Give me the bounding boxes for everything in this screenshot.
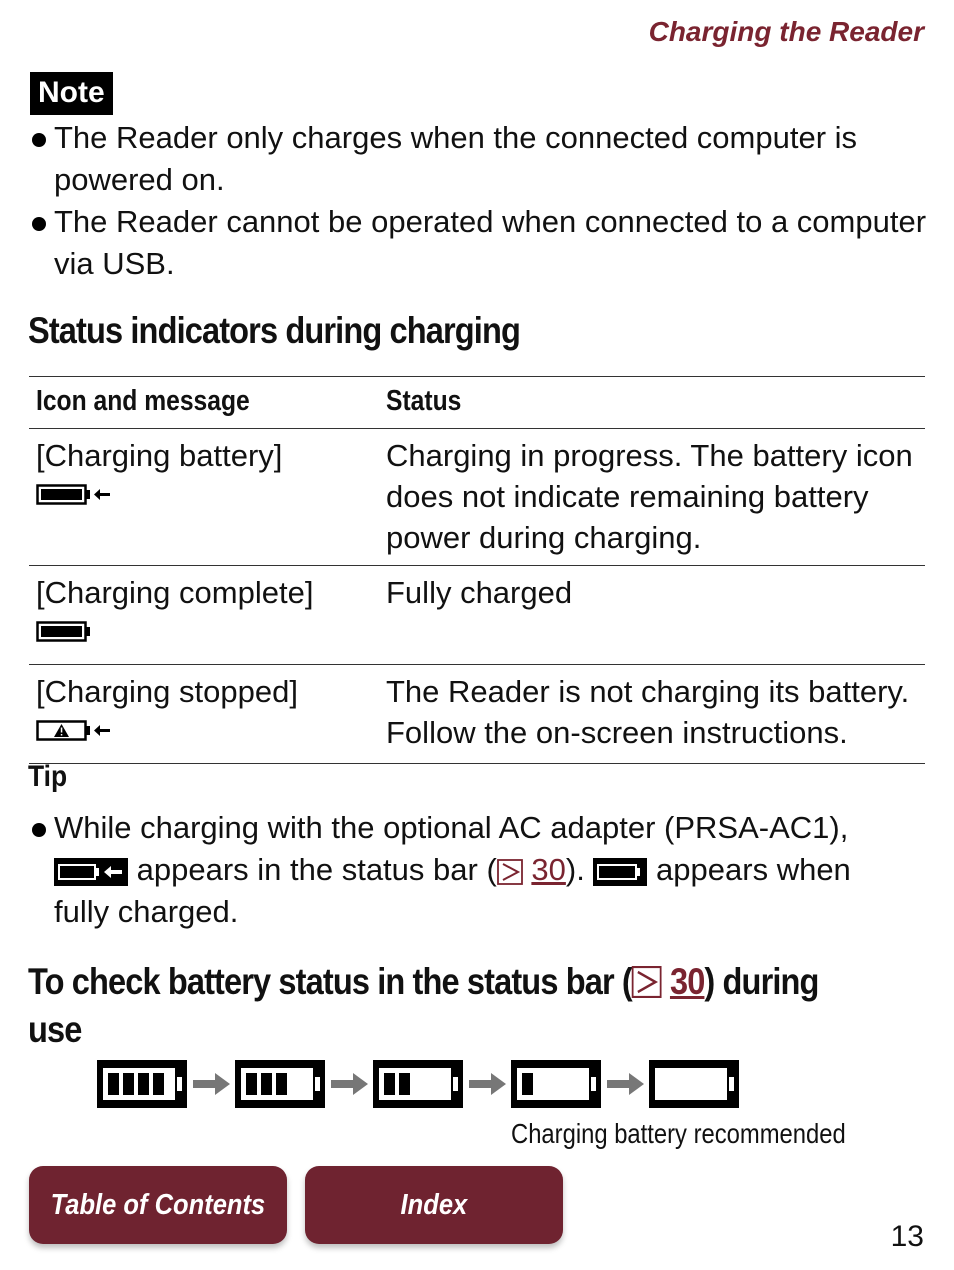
charging-status-bar-icon: [54, 858, 128, 886]
status-table: [29, 376, 925, 764]
battery-level-sequence: [97, 1060, 747, 1108]
note-list: [30, 117, 930, 285]
column-header: Icon and message: [29, 377, 379, 429]
tip-text: appears in the status bar (: [128, 852, 497, 887]
tip-list: [30, 807, 930, 933]
arrow-right-icon: [607, 1073, 644, 1095]
battery-segment: [138, 1073, 149, 1095]
tip-text: ).: [565, 852, 594, 887]
status-heading: Status indicators during charging: [28, 310, 520, 351]
arrow-right-icon: [469, 1073, 506, 1095]
battery-segment: [384, 1073, 395, 1095]
list-item: The Reader cannot be operated when connected to a computer via USB.: [30, 201, 930, 285]
arrow-right-icon: [331, 1073, 368, 1095]
battery-terminal: [591, 1077, 596, 1091]
battery-segment: [123, 1073, 134, 1095]
battery-terminal: [315, 1077, 320, 1091]
table-cell-message: [29, 665, 379, 764]
battery-segment: [399, 1073, 410, 1095]
page-reference-icon: [497, 859, 523, 885]
message-text: [Charging battery]: [36, 438, 283, 473]
list-item: The Reader only charges when the connected computer is powered on.: [30, 117, 930, 201]
list-item: [30, 807, 930, 933]
tip-text: appears when: [647, 852, 851, 887]
battery-full-icon: [36, 617, 116, 647]
page-number: 13: [890, 1220, 924, 1253]
table-of-contents-button[interactable]: Table of Contents: [29, 1166, 287, 1244]
battery-segment: [153, 1073, 164, 1095]
message-text: [Charging complete]: [36, 575, 314, 610]
battery-segment: [246, 1073, 257, 1095]
arrow-right-icon: [193, 1073, 230, 1095]
battery-segment: [108, 1073, 119, 1095]
battery-body: [655, 1068, 727, 1100]
battery-terminal: [453, 1077, 458, 1091]
battery-caption: Charging battery recommended: [511, 1118, 846, 1149]
table-header-row: [29, 377, 925, 429]
battery-charging-icon: [36, 480, 116, 510]
page-30-link[interactable]: 30: [531, 852, 566, 887]
battery-check-heading: To check battery status in the status bar ( 30) during use: [28, 961, 819, 1050]
tip-text: While charging with the optional AC adapter (PRSA-AC1),: [54, 810, 849, 845]
section-title: Charging the Reader: [648, 16, 924, 47]
battery-warning-icon: [36, 716, 116, 746]
table-row: [29, 665, 925, 764]
index-button[interactable]: Index: [305, 1166, 563, 1244]
table-row: [29, 429, 925, 566]
battery-segment: [522, 1073, 533, 1095]
battery-segment: [276, 1073, 287, 1095]
tip-label: Tip: [28, 760, 68, 793]
message-text: [Charging stopped]: [36, 674, 298, 709]
battery-terminal: [729, 1077, 734, 1091]
tip-text: fully charged.: [54, 894, 239, 929]
page-30-link[interactable]: 30: [669, 961, 705, 1002]
table-cell-status: Fully charged: [379, 566, 925, 665]
battery-terminal: [177, 1077, 182, 1091]
table-cell-message: [29, 566, 379, 665]
table-cell-message: [29, 429, 379, 566]
table-cell-status: Charging in progress. The battery icon does not indicate remaining battery power during charging.: [379, 429, 925, 566]
table-row: [29, 566, 925, 665]
table-cell-status: The Reader is not charging its battery. Follow the on-screen instructions.: [379, 665, 925, 764]
page-reference-icon: [632, 966, 662, 998]
note-label: Note: [30, 72, 113, 115]
column-header: Status: [379, 377, 925, 429]
full-battery-status-bar-icon: [593, 858, 647, 886]
battery-segment: [261, 1073, 272, 1095]
